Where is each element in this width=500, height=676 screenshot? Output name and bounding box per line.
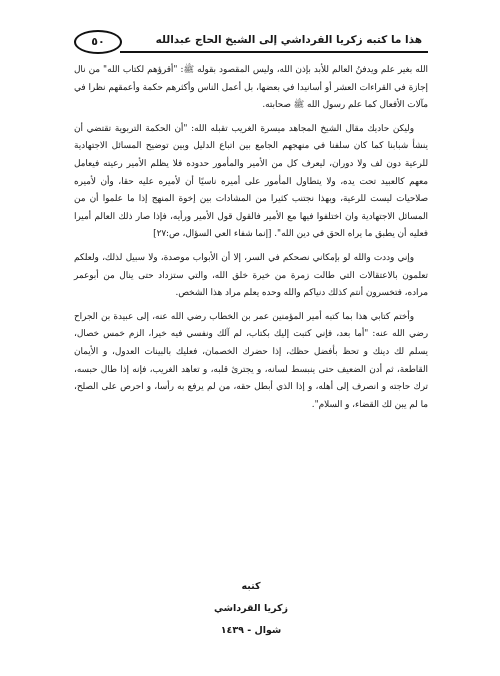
page-number-badge: ٥٠ bbox=[74, 30, 122, 54]
header-rule bbox=[120, 51, 428, 53]
signature-date: شوال - ١٤٣٩ bbox=[220, 625, 282, 636]
paragraph-3: وإني وددت والله لو بإمكاني نصحكم في السر، إلا أن الأبواب موصدة، ولا سبيل لذلك، ولعلكم تعلمون بالاعتقالات التي طالت زمرة من خيرة خلق الله، والتي ستزداد حتى ينال من أبوعمر مراده، فتخسرون أنتم كذلك دنياكم والله وحده يعلم مراد هذا الشخص. bbox=[74, 252, 428, 299]
letter-body bbox=[74, 62, 428, 420]
page-header bbox=[74, 34, 428, 56]
paragraph-2: وليكن حاديك مقال الشيخ المجاهد ميسرة الغريب تقبله الله: "أن الحكمة التربوية تقتضي أن ينشأ شبابنا كما كان سلفنا في منهجهم الجامع بين اتباع الدليل وبين توضيح المسائل الاجتهادية للرعية دون لف ولا دوران، ليعرف كل من الأمير والمأمور حدوده فلا يظلم الأمير رعيته فيعامل معهم كالعبيد تحت يده، ولا يتطاول المأمور على أميره ناسيًا أن لأميره عليه حقا، وأن لأميره صلاحيات ليست للرعية، وبهذا نجتنب كثيرا من المشادات بين إخوة المنهج إذا ما علموا أن من المسائل الاجتهادية وان اختلفوا فيها مع الأمير فالقول قول الأمير ورأيه، فإذا صار ذلك العالم أميرا فعليه أن يطبق ما يراه الحق في دين الله". [إنما شفاء العي السؤال، ص:٢٧] bbox=[74, 123, 428, 240]
paragraph-4: وأختم كتابي هذا بما كتبه أمير المؤمنين عمر بن الخطاب رضي الله عنه، إلى عبيدة بن الجراح رضي الله عنه: "أما بعد، فإني كتبت إليك بكتاب، لم آلك ونفسي فيه خيرا، الزم خمس خصال، يسلم لك دينك و تحظ بأفضل حظك، إذا حضرك الخصمان، فعليك بالبينات العدول، و الأيمان القاطعة، ثم أدن الضعيف حتى ينبسط لسانه، و يجترئ قلبه، و تعاهد الغريب، فإنه إذا طال حبسه، ترك حاجته و انصرف إلى أهله، و إذا الذي أبطل حقه، من لم يرفع به رأسا، و احرص على الصلح، ما لم يبن لك القضاء، و السلام". bbox=[74, 311, 428, 410]
signature-block bbox=[74, 576, 428, 642]
running-title: هذا ما كتبه زكريا القرداشي إلى الشيخ الحاج عبدالله bbox=[155, 34, 422, 46]
signature-name: زكريا القرداشي bbox=[213, 603, 288, 614]
paragraph-1: الله بغير علم ويدفنُ العالم للأبد بإذن الله، وليس المقصود بقوله ﷺ: "أقرؤهم لكتاب الله" من نال إجازة في القراءات العشر أو أسانيدا في بعضها، بل أعمل الناس وأكثرهم حكمة وأعمقهم نظرا في مآلات الأفعال كما علم رسول الله ﷺ صحابته. bbox=[74, 65, 428, 111]
signature-label: كتبه bbox=[241, 581, 261, 592]
